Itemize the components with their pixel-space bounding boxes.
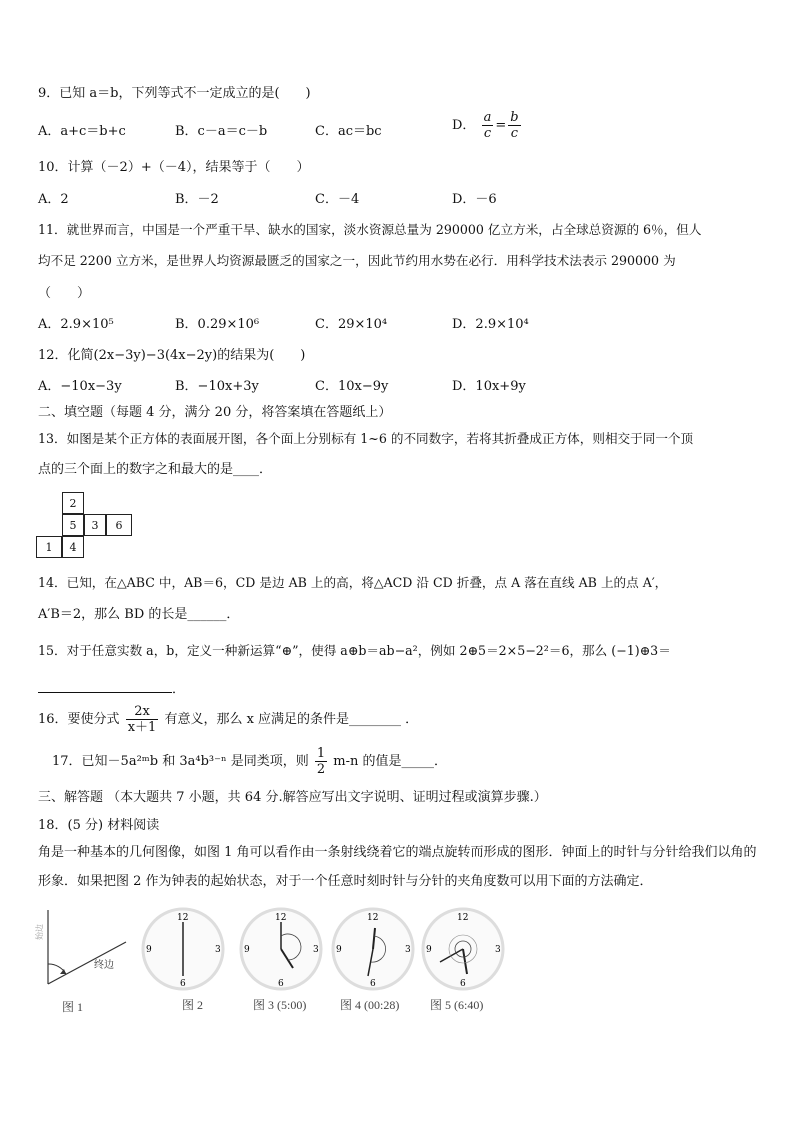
q17-line: 17．已知－5a²ᵐb 和 3a⁴b³⁻ⁿ 是同类项，则 $\frac{1}{2}$ m-n 的值是_____．	[52, 746, 448, 777]
svg-text:12: 12	[457, 913, 469, 923]
svg-text:12: 12	[177, 913, 189, 923]
clock-face-6-40	[420, 906, 506, 992]
figure-4-caption: 图 4 (00:28)	[340, 998, 400, 1012]
clock-face-5-00	[238, 906, 324, 992]
q15-line-2: ．	[38, 678, 185, 697]
q15-line-1: 15．对于任意实数 a，b，定义一种新运算“⊕”，使得 a⊕b＝ab−a²，例如 2⊕5＝2×5−2²＝6，那么 (−1)⊕3＝	[38, 643, 671, 658]
net-face: 2	[62, 492, 84, 514]
q9-fraction-b-over-c: $\frac{b}{c}$	[510, 110, 519, 141]
q12-option-b: B．−10x+3y	[175, 379, 259, 394]
svg-text:12: 12	[367, 913, 379, 923]
q14-line-2: A′B＝2，那么 BD 的长是______．	[38, 607, 240, 622]
clock-face-00-28	[330, 906, 416, 992]
svg-text:3: 3	[215, 945, 221, 955]
figure-1-caption: 图 1	[62, 1000, 84, 1014]
figure-3-caption: 图 3 (5:00)	[253, 998, 307, 1012]
svg-text:3: 3	[313, 945, 319, 955]
net-face: 1	[36, 536, 62, 558]
q10-option-b: B．－2	[175, 192, 219, 207]
section-3-heading: 三、解答题 （本大题共 7 小题，共 64 分.解答应写出文字说明、证明过程或演算步骤.）	[38, 790, 547, 805]
q10-stem: 10．计算（－2）+（－4），结果等于（ ）	[38, 160, 310, 175]
svg-text:6: 6	[460, 979, 466, 989]
q10-option-a: A．2	[38, 192, 69, 207]
q12-option-d: D．10x+9y	[452, 379, 526, 394]
svg-text:9: 9	[336, 945, 342, 955]
terminal-side-label: 终边	[94, 960, 114, 971]
q11-line-2: 均不足 2200 立方米，是世界人均资源最匮乏的国家之一，因此节约用水势在必行．用科学技术法表示 290000 为	[38, 253, 676, 268]
net-face: 5	[62, 514, 84, 536]
q10-option-c: C．－4	[315, 192, 360, 207]
svg-text:9: 9	[146, 945, 152, 955]
initial-side-label: 始边	[35, 924, 44, 940]
q15-answer-blank	[38, 680, 172, 693]
q11-option-b: B．0.29×10⁶	[175, 317, 260, 332]
q11-option-a: A．2.9×10⁵	[38, 317, 114, 332]
svg-text:3: 3	[495, 945, 501, 955]
q12-option-c: C．10x−9y	[315, 379, 389, 394]
clock-face-start	[140, 906, 226, 992]
q9-stem: 9．已知 a＝b，下列等式不一定成立的是( )	[38, 86, 311, 101]
q18-title: 18．(5 分) 材料阅读	[38, 818, 160, 833]
q11-option-c: C．29×10⁴	[315, 317, 388, 332]
q12-stem: 12．化简(2x−3y)−3(4x−2y)的结果为( )	[38, 348, 306, 363]
q9-option-d: D． $\frac{a}{c}$ = $\frac{b}{c}$	[452, 110, 519, 141]
q14-line-1: 14．已知，在△ABC 中，AB＝6，CD 是边 AB 上的高，将△ACD 沿 CD 折叠，点 A 落在直线 AB 上的点 A′，	[38, 575, 668, 590]
q10-option-d: D．－6	[452, 192, 497, 207]
svg-text:12: 12	[275, 913, 287, 923]
svg-text:9: 9	[244, 945, 250, 955]
net-face: 3	[84, 514, 106, 536]
section-2-heading: 二、填空题（每题 4 分，满分 20 分，将答案填在答题纸上）	[38, 405, 392, 420]
net-face: 6	[106, 514, 132, 536]
svg-text:6: 6	[370, 979, 376, 989]
q11-line-1: 11．就世界而言，中国是一个严重干旱、缺水的国家，淡水资源总量为 290000 亿立方米，占全球总资源的 6％，但人	[38, 222, 702, 237]
svg-text:6: 6	[180, 979, 186, 989]
q13-line-1: 13．如图是某个正方体的表面展开图，各个面上分别标有 1~6 的不同数字，若将其折叠成正方体，则相交于同一个顶	[38, 431, 694, 446]
q9-option-d-label: D．	[452, 118, 476, 133]
q16-fraction: $\frac{2x}{x+1}$	[127, 704, 157, 735]
q11-line-3: （ ）	[38, 286, 91, 301]
angle-figure	[36, 906, 136, 996]
q13-line-2: 点的三个面上的数字之和最大的是____．	[38, 462, 273, 477]
figure-5-caption: 图 5 (6:40)	[430, 998, 484, 1012]
q12-option-a: A．−10x−3y	[38, 379, 122, 394]
q9-option-a: A．a+c＝b+c	[38, 124, 126, 139]
q18-paragraph: 角是一种基本的几何图像，如图 1 角可以看作由一条射线绕着它的端点旋转而形成的图形．钟面上的时针与分针给我们以角的形象．如果把图 2 作为钟表的起始状态，对于一个任意时刻时针与分针的夹角度数可以用下面的方法确定．	[38, 845, 757, 889]
svg-text:6: 6	[278, 979, 284, 989]
q16-line: 16．要使分式 $\frac{2x}{x+1}$ 有意义，那么 x 应满足的条件是________ ．	[38, 704, 419, 735]
svg-text:9: 9	[426, 945, 432, 955]
figure-2-caption: 图 2	[182, 998, 204, 1012]
q9-option-b: B．c－a＝c－b	[175, 124, 268, 139]
svg-text:3: 3	[405, 945, 411, 955]
q17-fraction: $\frac{1}{2}$	[316, 746, 326, 777]
net-face: 4	[62, 536, 84, 558]
q9-fraction-a-over-c: $\frac{a}{c}$	[483, 110, 492, 141]
q11-option-d: D．2.9×10⁴	[452, 317, 529, 332]
q9-option-c: C．ac＝bc	[315, 124, 382, 139]
